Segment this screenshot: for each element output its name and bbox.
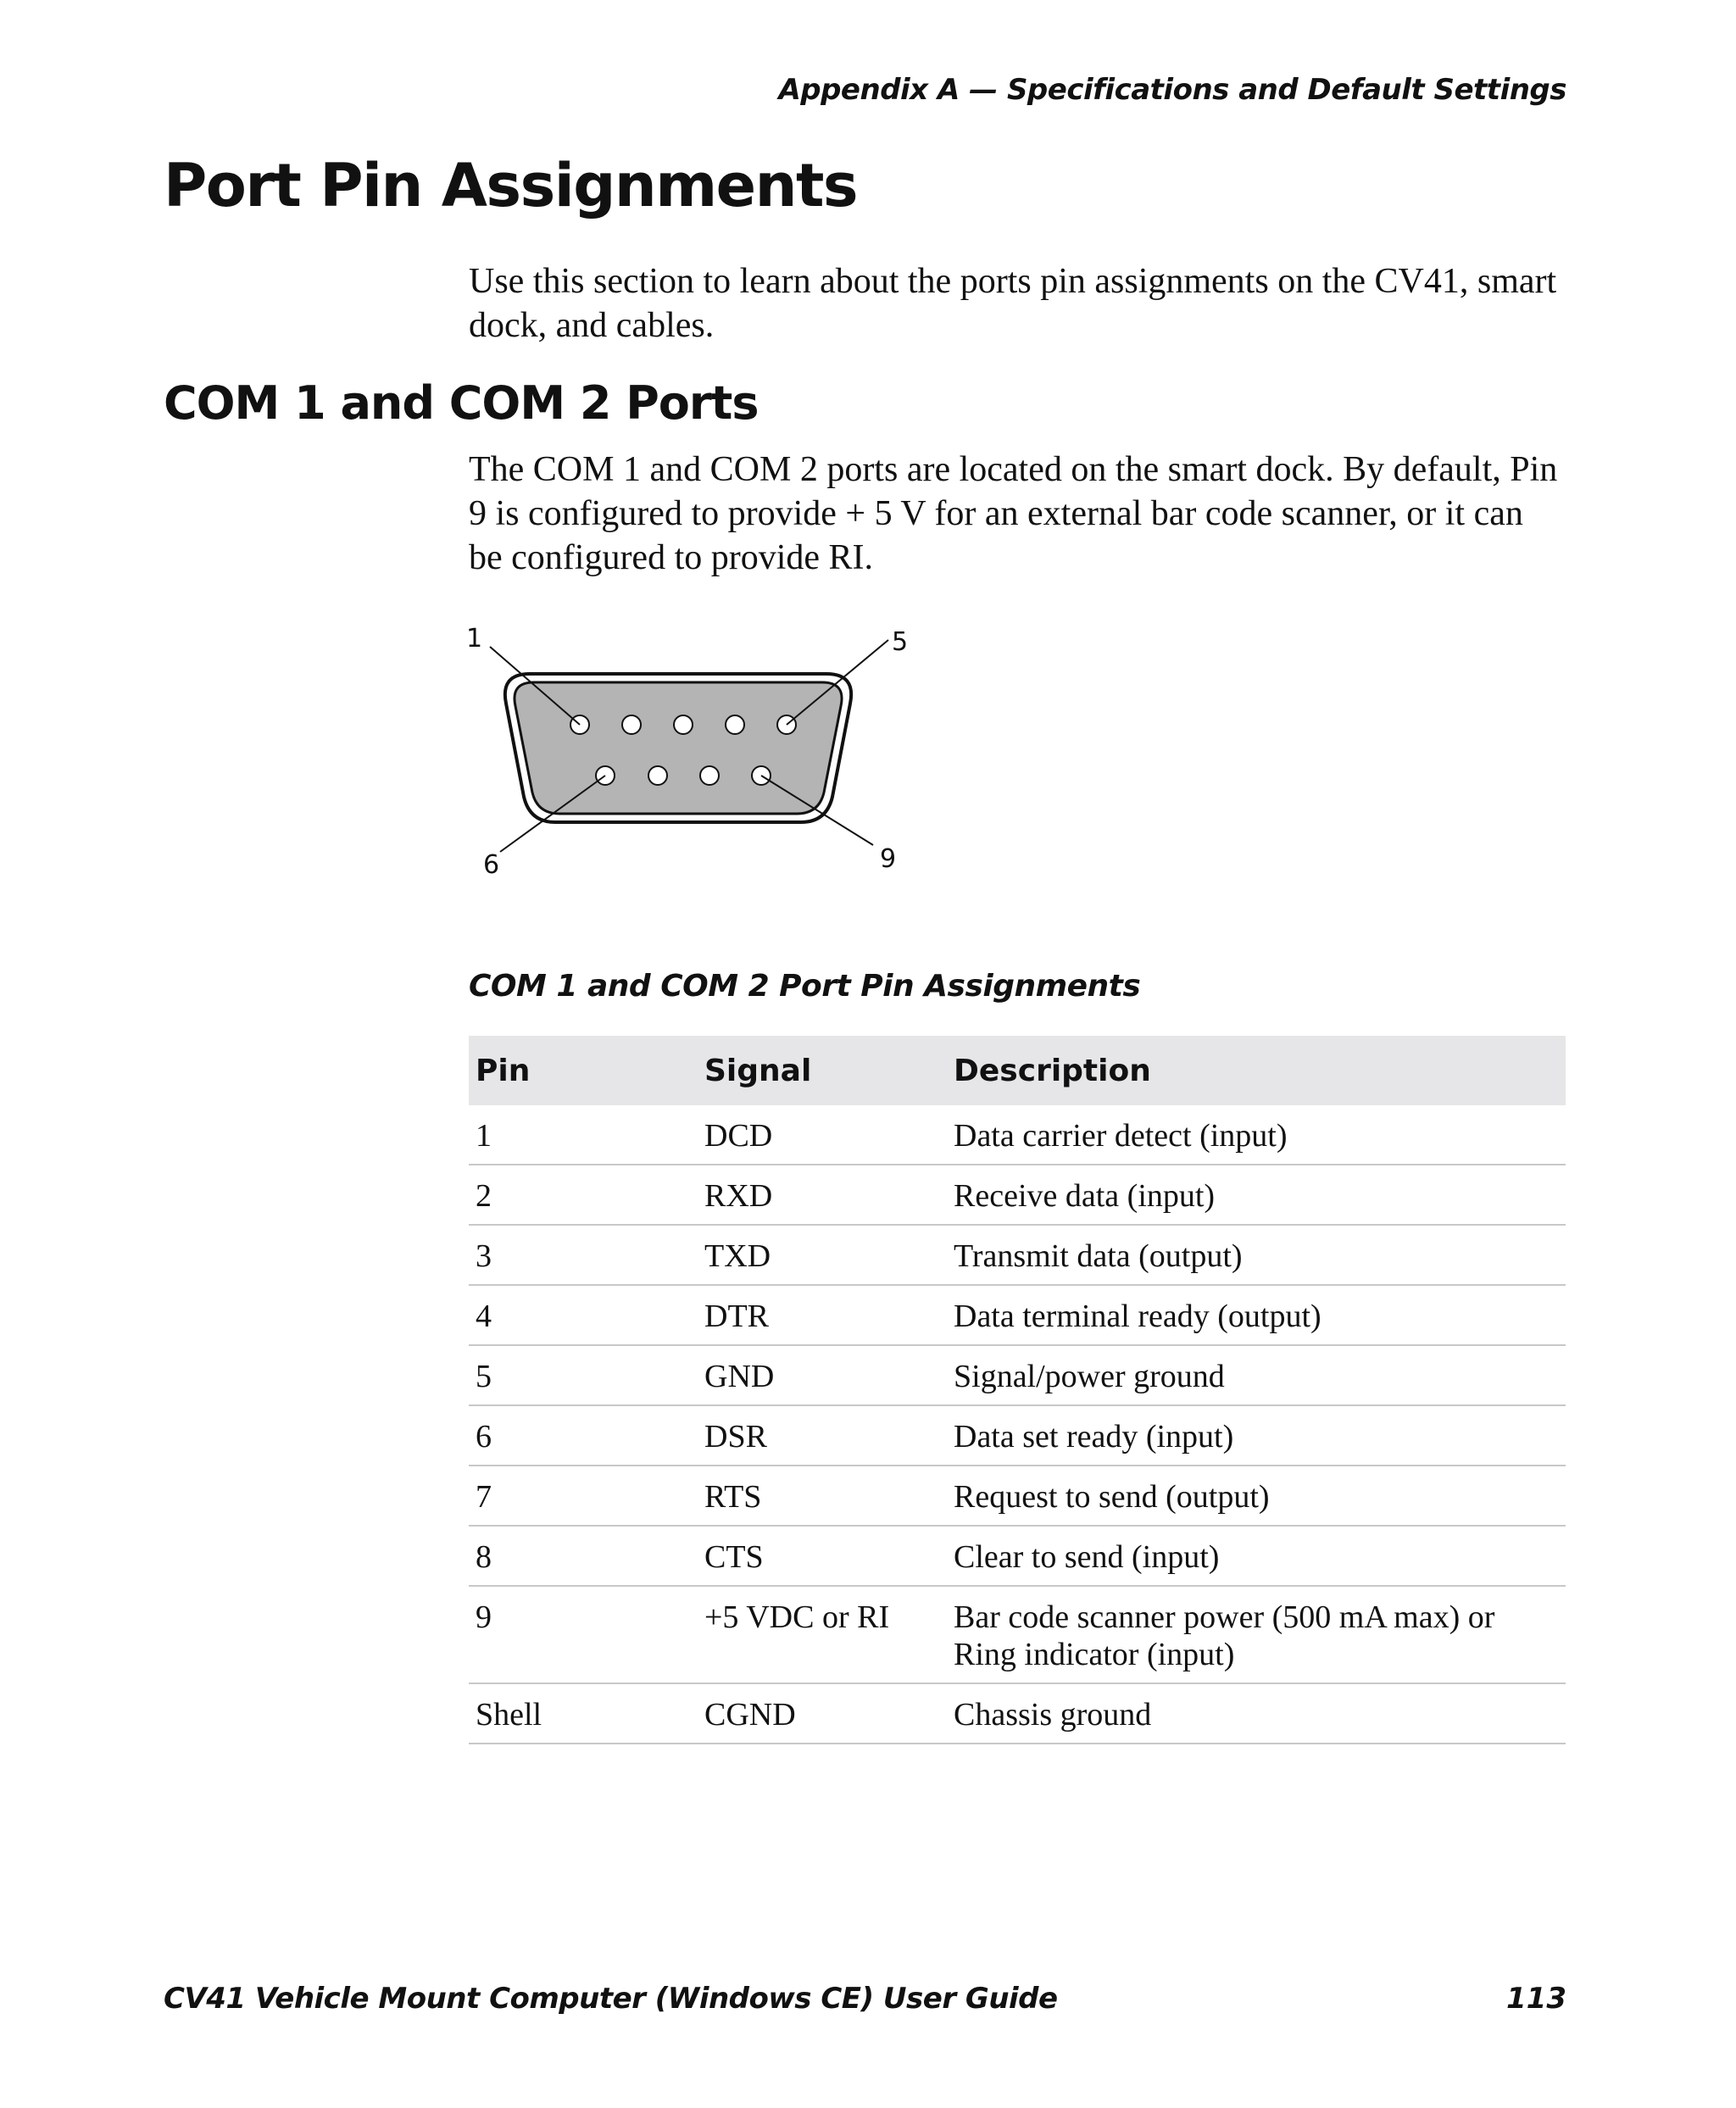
running-header: Appendix A — Specifications and Default Settings: [778, 73, 1566, 107]
connector-face: [515, 682, 842, 814]
header-pin: Pin: [469, 1036, 698, 1105]
cell-description: Data carrier detect (input): [947, 1105, 1566, 1165]
cell-signal: +5 VDC or RI: [698, 1586, 947, 1683]
cell-pin: 1: [469, 1105, 698, 1165]
cell-pin: 8: [469, 1526, 698, 1586]
cell-signal: CTS: [698, 1526, 947, 1586]
page-number: 113: [1506, 1982, 1566, 2016]
page-title: Port Pin Assignments: [164, 151, 858, 220]
table-row: [469, 1466, 1566, 1526]
pin-3: [674, 715, 693, 734]
cell-description: Data set ready (input): [947, 1405, 1566, 1466]
pin-label-6: 6: [483, 850, 500, 880]
cell-signal: GND: [698, 1345, 947, 1405]
cell-pin: 3: [469, 1225, 698, 1285]
cell-description: Chassis ground: [947, 1683, 1566, 1744]
pin-8: [700, 766, 719, 785]
cell-signal: DCD: [698, 1105, 947, 1165]
header-description: Description: [947, 1036, 1566, 1105]
intro-paragraph: Use this section to learn about the ports pin assignments on the CV41, smart dock, and cables.: [469, 262, 1557, 345]
cell-description: Signal/power ground: [947, 1345, 1566, 1405]
cell-signal: RTS: [698, 1466, 947, 1526]
table-row: [469, 1683, 1566, 1744]
table-row: [469, 1526, 1566, 1586]
cell-pin: 4: [469, 1285, 698, 1345]
table-row: [469, 1345, 1566, 1405]
pin-4: [726, 715, 744, 734]
cell-description: Clear to send (input): [947, 1526, 1566, 1586]
section-paragraph: The COM 1 and COM 2 ports are located on the smart dock. By default, Pin 9 is configured to provide + 5 V for an external bar code scanner, or it can be configured to provide RI.: [469, 450, 1558, 577]
table-row: [469, 1405, 1566, 1466]
cell-pin: 2: [469, 1165, 698, 1225]
table-row: [469, 1105, 1566, 1165]
cell-pin: 9: [469, 1586, 698, 1683]
table-row: [469, 1225, 1566, 1285]
pin-2: [622, 715, 641, 734]
cell-pin: 5: [469, 1345, 698, 1405]
cell-signal: RXD: [698, 1165, 947, 1225]
header-signal: Signal: [698, 1036, 947, 1105]
footer-title: CV41 Vehicle Mount Computer (Windows CE) User Guide: [164, 1982, 1058, 2016]
table-row: [469, 1165, 1566, 1225]
cell-pin: 6: [469, 1405, 698, 1466]
db9-connector-diagram: [449, 615, 924, 886]
table-row: [469, 1586, 1566, 1683]
table-header-row: [469, 1036, 1566, 1105]
cell-signal: TXD: [698, 1225, 947, 1285]
pin-7: [648, 766, 667, 785]
table-row: [469, 1285, 1566, 1345]
pin-label-5: 5: [892, 627, 909, 657]
pin-assignment-table: [469, 1036, 1566, 1744]
cell-description: Transmit data (output): [947, 1225, 1566, 1285]
table-caption: COM 1 and COM 2 Port Pin Assignments: [469, 969, 1141, 1004]
cell-signal: DSR: [698, 1405, 947, 1466]
cell-description: Bar code scanner power (500 mA max) or Ring indicator (input): [947, 1586, 1566, 1683]
cell-signal: CGND: [698, 1683, 947, 1744]
cell-signal: DTR: [698, 1285, 947, 1345]
section-heading: COM 1 and COM 2 Ports: [164, 376, 759, 430]
cell-pin: Shell: [469, 1683, 698, 1744]
cell-description: Data terminal ready (output): [947, 1285, 1566, 1345]
cell-pin: 7: [469, 1466, 698, 1526]
pin-label-9: 9: [880, 844, 897, 874]
pin-label-1: 1: [466, 624, 483, 654]
cell-description: Request to send (output): [947, 1466, 1566, 1526]
cell-description: Receive data (input): [947, 1165, 1566, 1225]
